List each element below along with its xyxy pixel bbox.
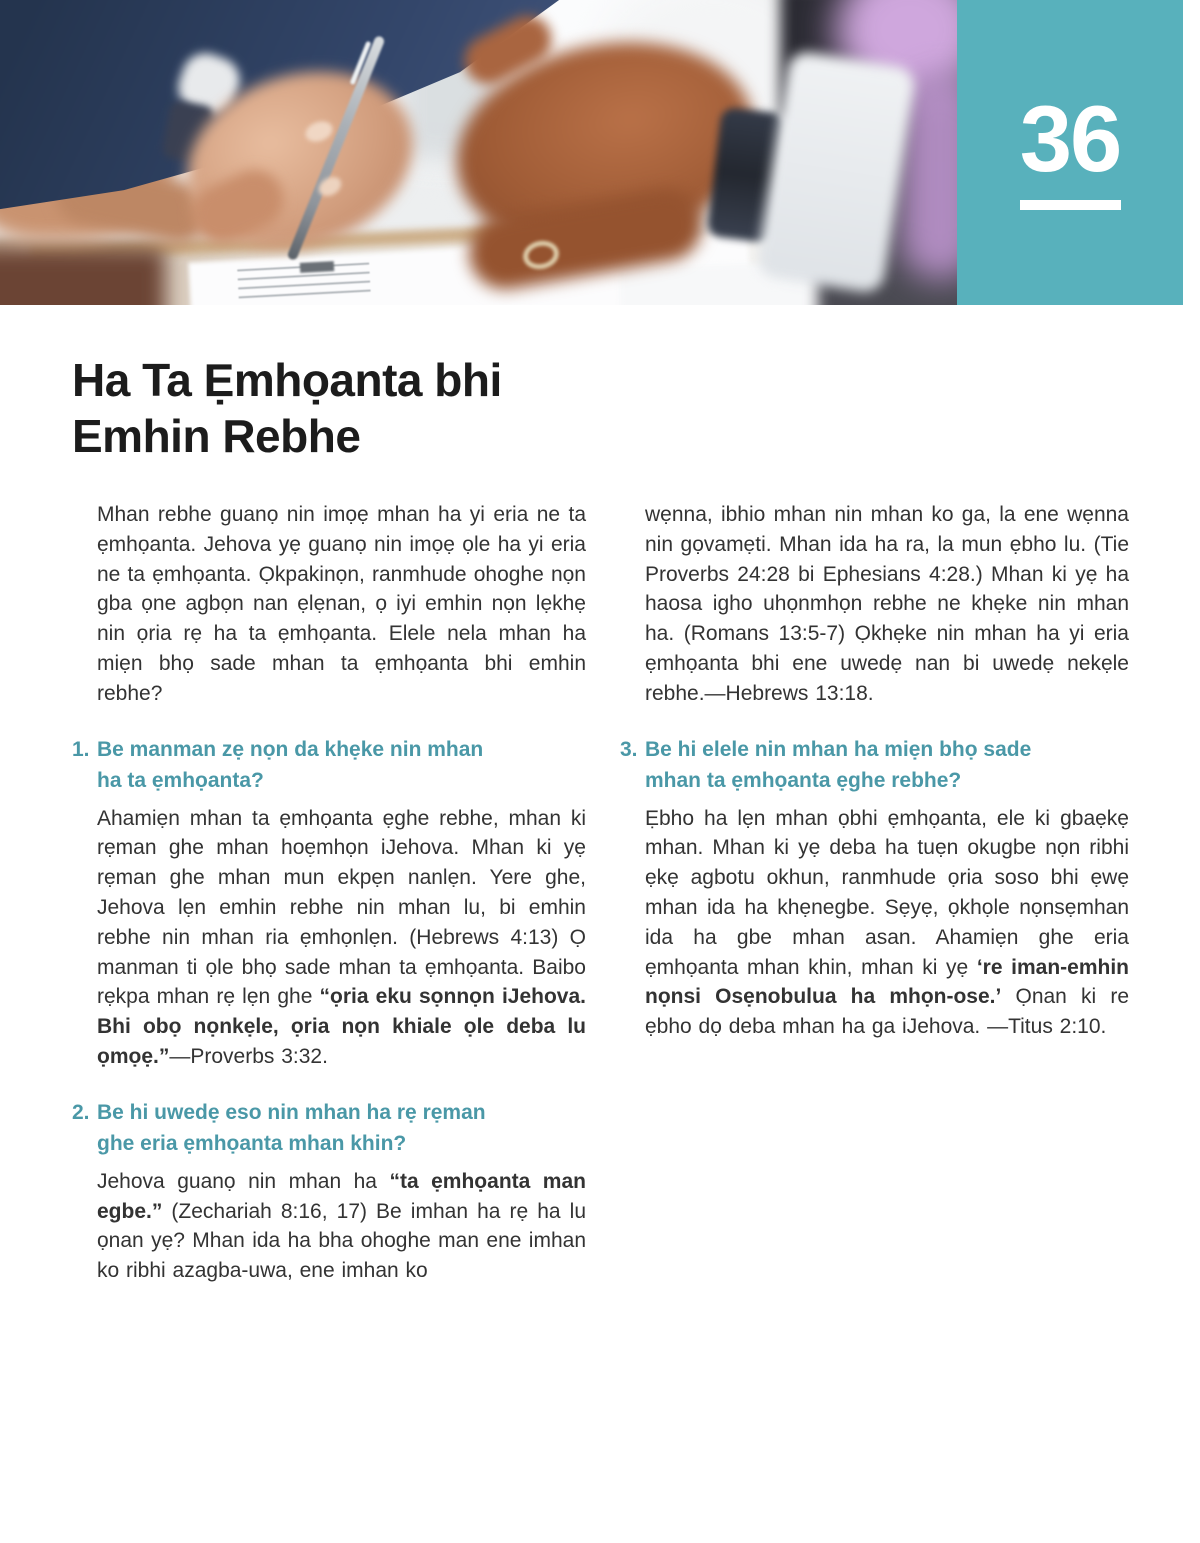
lesson-number-box bbox=[957, 0, 1183, 305]
lesson-number: 36 bbox=[1019, 86, 1121, 191]
right-column bbox=[620, 500, 1129, 1042]
intro-continuation-paragraph: wẹnna, ibhio mhan nin mhan ko ga, la ene wẹnna nin gọvamẹti. Mhan ida ha ra, la mun ẹbho lu. (Tie Proverbs 24:28 bi Ephesians 4:28.) Mhan ki yẹ ha haosa igho uhọnmhọn rebhe ne khẹke nin mhan ha. (Romans 13:5-7) Ọkhẹke nin mhan ha yi eria ẹmhọanta bhi ene uwedẹ nan bi uwedẹ nekẹle rebhe.—Hebrews 13:18. bbox=[645, 503, 1129, 705]
question-2-number: 2. bbox=[72, 1100, 90, 1124]
question-1-heading bbox=[72, 734, 586, 796]
lesson-number-underline bbox=[1020, 200, 1121, 210]
question-3-number: 3. bbox=[620, 737, 638, 761]
page-title-line-2: Emhin Rebhe bbox=[72, 410, 361, 462]
intro-paragraph: Mhan rebhe guanọ nin imọẹ mhan ha yi eria ne ta ẹmhọanta. Jehova yẹ guanọ nin imọẹ ọle ha yi eria ne ta ẹmhọanta. Ọkpakinọn, ranmhude ohoghe nọn gba ọne agbọn nan ẹlẹnan, ọ iyi emhin nọn lẹkhẹ nin ọria rẹ ha ta ẹmhọanta. Elele nela mhan ha miẹn bhọ sade mhan ta ẹmhọanta bhi emhin rebhe? bbox=[97, 503, 586, 705]
question-3-text: Be hi elele nin mhan ha miẹn bhọ sade mhan ta ẹmhọanta ẹghe rebhe? bbox=[645, 737, 1032, 792]
answer-3-scripture-quote: ‘re iman-emhin nọnsi Osẹnobulua ha mhọn-ose.’ bbox=[645, 955, 1129, 1009]
hero-photo bbox=[0, 0, 957, 305]
page-title bbox=[72, 352, 502, 464]
photo-corner-shadow bbox=[0, 248, 165, 305]
page-title-line-1: Ha Ta Ẹmhọanta bhi bbox=[72, 354, 502, 406]
hero bbox=[0, 0, 1183, 305]
answer-1-text: Ahamiẹn mhan ta ẹmhọanta ẹghe rebhe, mhan ki rẹman ghe mhan hoẹmhọn iJehova. Mhan ki yẹ rẹman ghe mhan mun ekpẹn nanlẹn. Yere ghe, Jehova lẹn emhin rebhe nin mhan lu, bi emhin rebhe nin mhan ria ẹmhọnlẹn. (Hebrews 4:13) Ọ manman ti ọle bhọ sade mhan ta ẹmhọanta. Baibo rẹkpa mhan rẹ lẹn ghe bbox=[97, 806, 586, 1009]
answer-2-text-continued: (Zechariah 8:16, 17) Be imhan ha rẹ ha lu ọnan yẹ? Mhan ida ha bha ohoghe man ene imhan ko ribhi azagba-uwa, ene imhan ko bbox=[97, 1199, 586, 1283]
answer-2-paragraph bbox=[97, 1167, 586, 1286]
question-1-text: Be manman zẹ nọn da khẹke nin mhan ha ta ẹmhọanta? bbox=[97, 737, 484, 792]
question-2-text: Be hi uwedẹ eso nin mhan ha rẹ rẹman ghe eria ẹmhọanta mhan khin? bbox=[97, 1100, 486, 1155]
answer-1-paragraph bbox=[97, 804, 586, 1072]
answer-3-paragraph bbox=[645, 804, 1129, 1042]
answer-2-scripture-quote: “ta ẹmhọanta man egbe.” bbox=[97, 1169, 586, 1223]
photo-document-heading bbox=[300, 261, 334, 273]
question-3-heading bbox=[620, 734, 1129, 796]
left-column bbox=[72, 500, 586, 1286]
question-2-heading bbox=[72, 1097, 586, 1159]
answer-1-scripture-quote: “ọria eku sọnnọn iJehova. Bhi obọ nọnkẹle, ọria nọn khiale ọle deba lu ọmọẹ.” bbox=[97, 985, 587, 1068]
answer-2-text: Jehova guanọ nin mhan ha bbox=[97, 1169, 390, 1193]
answer-1-citation: —Proverbs 3:32. bbox=[169, 1044, 328, 1068]
answer-3-text: Ẹbho ha lẹn mhan ọbhi ẹmhọanta, ele ki gbaẹkẹ mhan. Mhan ki yẹ deba ha tuẹn okugbe nọn ribhi ẹkẹ agbotu okhun, ranmhude ọria soso bhi ẹwẹ mhan ida ha khẹnegbe. Sẹyẹ, ọkhọle nọnsẹmhan ida ha gbe mhan asan. Ahamiẹn ghe eria ẹmhọanta mhan khin, mhan ki yẹ bbox=[645, 806, 1129, 979]
answer-3-citation: Ọnan ki re ẹbho dọ deba mhan ha ga iJehova. —Titus 2:10. bbox=[645, 985, 1130, 1039]
question-1-number: 1. bbox=[72, 737, 90, 761]
